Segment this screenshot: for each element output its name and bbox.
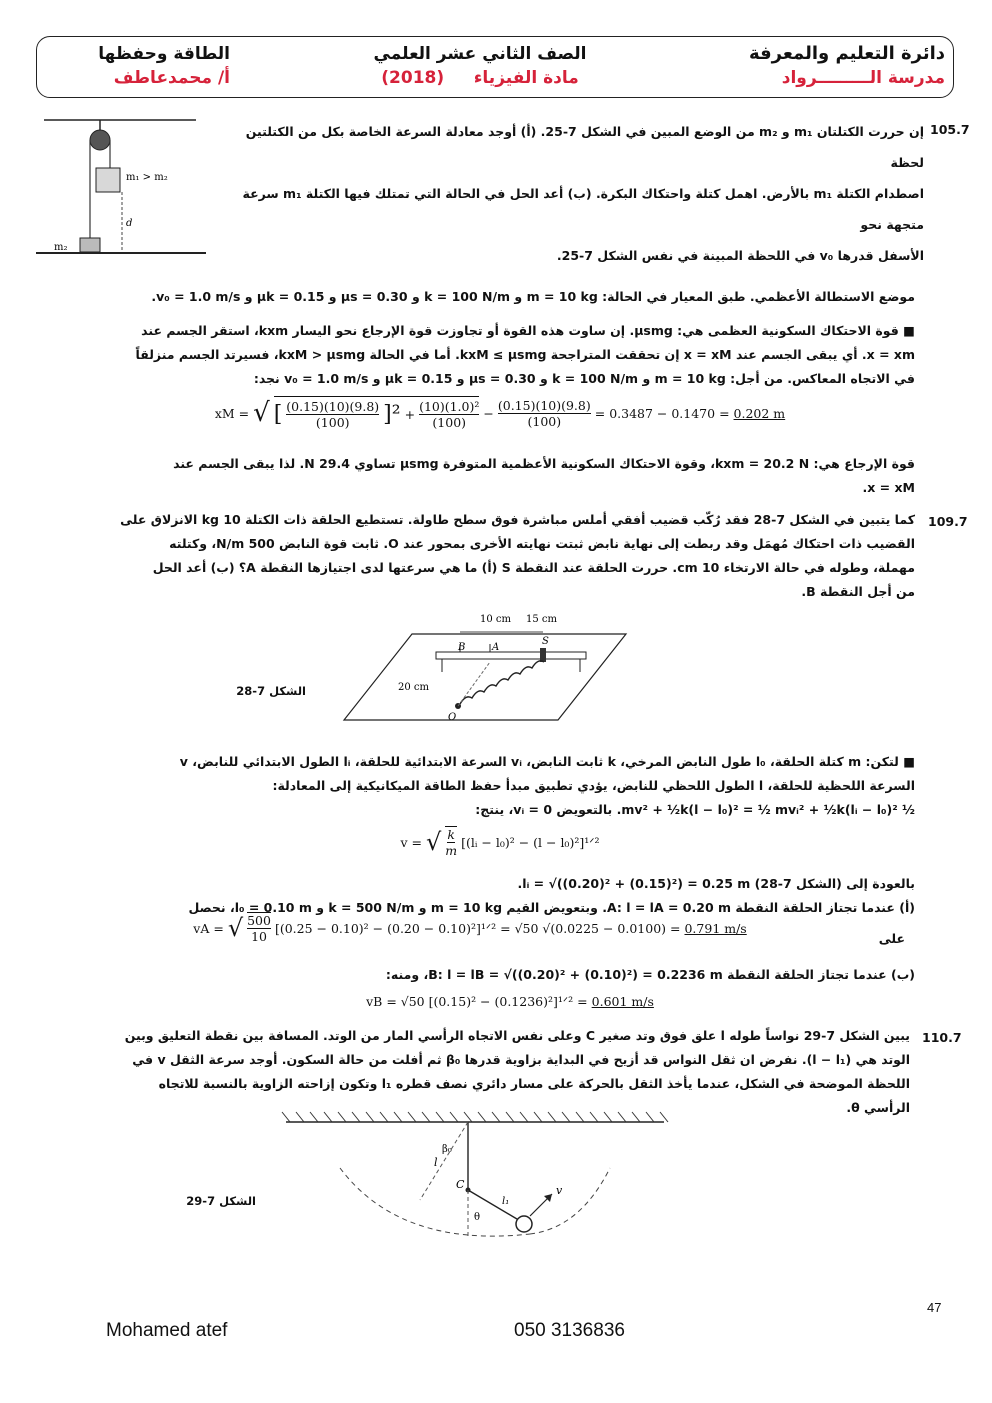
sol109-line: السرعة اللحظية للحلقة، l الطول اللحظي للنابض، يؤدي تطبيق مبدأ حفظ الطاقة الميكانيكية إلى المعادلة: (272, 778, 915, 793)
figure-7-28 (340, 608, 630, 728)
prev-solution-line: x = xm. أي يبقى الجسم عند x = xM إن تحققت المتراجحة kxM ≤ μsmg. أما في الحالة kxM > μsmg، فسيرتد الجسم منزلقاً (135, 347, 915, 362)
prev-solution-line: موضع الاستطالة الأعظمي. طبق المعيار في الحالة: m = 10 kg و k = 100 N/m و μs = 0.30 و μk = 0.15 و v₀ = 1.0 m/s. (151, 289, 915, 304)
eq-frac3-num: (0.15)(10)(9.8) (497, 397, 591, 413)
header-school: مدرسة الـــــــــرواد (781, 68, 945, 88)
eq-frac2 (419, 399, 479, 430)
eq-vA-den: 10 (251, 929, 267, 944)
q110-line: الوتد هي (l − l₁). نفرض ان ثقل النواس قد أزيح في البداية بزاوية قدرها β₀ ثم أفلت من حالة السكون. أوجد سرعة الثقل v في (132, 1052, 910, 1067)
header-year: (2018) (381, 68, 445, 88)
q109-text (40, 508, 915, 604)
eq-v-m: m (445, 843, 458, 858)
q109-line: كما يتبين في الشكل 7-28 فقد رُكّب قضيب أفقي أملس مباشرة فوق سطح طاولة. تستطيع الحلقة ذات الكتلة 10 kg الانزلاق على (120, 512, 915, 527)
spring-icon (460, 661, 544, 704)
q109-line: مهملة، وطوله في حالة الارتخاء 10 cm. حررت الحلقة عند النقطة S (أ) ما هي سرعتها لدى اجتيازها النقطة A؟ (ب) أعد الحل (152, 560, 915, 575)
q109-number: 109.7 (928, 514, 968, 529)
header-teacher: أ/ محمدعاطف (113, 68, 230, 88)
eq-frac1-den: (100) (315, 415, 350, 430)
label-15cm: 15 cm (526, 614, 557, 625)
eq-vB-result: 0.601 m/s (591, 994, 654, 1009)
label-20cm: 20 cm (398, 682, 429, 693)
eq-v-lhs: v = (400, 834, 422, 850)
header-department: دائرة التعليم والمعرفة (748, 43, 945, 64)
collar-icon (540, 648, 546, 662)
label-S: S (542, 636, 549, 647)
figure-7-29 (280, 1108, 670, 1244)
eq-vA-rest: [(0.25 − 0.10)² − (0.20 − 0.10)²]¹ᐟ² = √50 √(0.0225 − 0.0100) = (274, 920, 681, 936)
mass-m2 (80, 238, 100, 252)
mass-m1 (96, 168, 120, 192)
prev-solution-end (40, 452, 915, 500)
header-right (700, 42, 945, 90)
eq-v-rest: [(lᵢ − l₀)² − (l − l₀)²]¹ᐟ² (461, 834, 600, 850)
q109-line: القضيب ذات احتكاك مُهمَل وقد ربطت إلى نهاية نابض ثبتت نهايته الأخرى بمحور عند O. ثابت قوة النابض 500 N/m، وكتلته (169, 536, 915, 551)
q105-line: إن حررت الكتلتان m₁ و m₂ من الوضع المبين في الشكل 7-25. (أ) أوجد معادلة السرعة الخاصة بكل من الكتلتين لحظة (245, 124, 924, 170)
label-A: A (492, 642, 500, 653)
sol109-text (40, 750, 915, 822)
label-10cm: 10 cm (480, 614, 511, 625)
eq-vB: vB = √50 [(0.15)² − (0.1236)²]¹ᐟ² = (366, 994, 588, 1009)
eq-frac3 (498, 398, 591, 429)
figure-7-28-caption: الشكل 7-28 (236, 684, 306, 698)
header-left (60, 42, 230, 90)
sol109-line: ½ mv² + ½k(l − l₀)² = ½ mvᵢ² + ½k(lᵢ − l₀)². بالتعويض vᵢ = 0، ينتج: (475, 802, 915, 817)
eq-frac3-den: (100) (527, 413, 562, 429)
q105-text (212, 116, 924, 271)
label-m2: m₂ (54, 242, 68, 253)
footer-phone: 050 3136836 (514, 1320, 625, 1341)
eq-vA-lhs: vA = (193, 920, 224, 936)
table-surface (344, 634, 626, 720)
sol109-line6: (ب) عندما تجتاز الحلقة النقطة B: l = lB = √((0.20)² + (0.10)²) = 0.2236 m، ومنه: (385, 967, 915, 982)
eq-v-frac (445, 826, 457, 858)
eq-xm-lhs: xM = (214, 405, 250, 421)
q110-number: 110.7 (922, 1030, 962, 1045)
eq-frac1-num: (0.15)(10)(9.8) (286, 399, 380, 414)
q105-number: 105.7 (930, 122, 970, 137)
header-grade: الصف الثاني عشر العلمي (373, 44, 587, 64)
prev-solution-line: x = xM. (862, 480, 915, 495)
eq-vA-result: 0.791 m/s (684, 920, 747, 936)
sol109-line: بالعودة إلى (الشكل 7-28) lᵢ = √((0.20)² + (0.15)²) = 0.25 m. (517, 876, 915, 891)
q110-text (40, 1024, 910, 1120)
eq-vA-frac (247, 912, 271, 944)
figure-7-29-caption: الشكل 7-29 (186, 1194, 256, 1208)
label-B: B (458, 642, 466, 653)
eq-frac2-den: (100) (432, 415, 467, 430)
xm-equation: xM = √ [ $\frac{(0.15)(10)(9.8)}{(100)}$ ]² + $\frac{\text{(10)(1.0)²}}{(100)}$ − $\frac{(0.15)(10)(9.8)}{(100)}$ = 0.3487 − 0.1470 = 0.202 m (214, 397, 786, 430)
label-d: d (126, 218, 133, 229)
horizontal-rod (436, 652, 586, 659)
eq-frac1 (286, 399, 379, 430)
label-beta0: β₀ (442, 1144, 452, 1155)
sol109-line: (أ) عندما تجتاز الحلقة النقطة A: l = lA = 0.20 m. وبتعويض القيم m = 10 kg و k = 500 N/m و l₀ = 0.10 m، نحصل (188, 900, 915, 915)
eq-vA-num: 500 (247, 913, 271, 928)
q105-line: الأسفل قدرها v₀ في اللحظة المبينة في نفس الشكل 7-25. (556, 248, 924, 263)
header-subject-line (330, 66, 630, 90)
vA-equation: vA = √ $\frac{500}{10}$ [(0.25 − 0.10)² − (0.20 − 0.10)²]¹ᐟ² = √50 √(0.0225 − 0.0100) = 0.791 m/s (193, 913, 747, 944)
label-C: C (456, 1178, 465, 1191)
label-v: v (556, 1184, 563, 1197)
pulley-icon (90, 130, 110, 150)
label-l: l (434, 1156, 438, 1169)
q110-line: الرأسي θ. (846, 1100, 910, 1115)
header-subject: مادة الفيزياء (473, 68, 579, 88)
eq-xm-rest: = 0.3487 − 0.1470 = (594, 405, 730, 421)
eq-frac2-num: (10)(1.0)² (419, 399, 480, 414)
vB-equation (300, 994, 720, 1009)
label-l1: l₁ (502, 1196, 510, 1207)
bob-icon (516, 1216, 532, 1232)
eq-xm-result: 0.202 m (733, 405, 786, 421)
sol109-line: ■ لتكن: m كتلة الحلقة، l₀ طول النابض المرخي، k ثابت النابض، vᵢ السرعة الابتدائية للحلقة، lᵢ الطول الابتدائي للنابض، v (179, 754, 915, 769)
prev-solution (40, 285, 915, 391)
header-topic: الطاقة وحفظها (98, 44, 230, 64)
label-m1-gt-m2: m₁ > m₂ (126, 172, 168, 183)
eq-xm-radicand: [ $\frac{(0.15)(10)(9.8)}{(100)}$ ]² + $\frac{\text{(10)(1.0)²}}{(100)}$ (274, 396, 480, 430)
q109-line: من أجل النقطة B. (801, 584, 915, 599)
footer-author: Mohamed atef (106, 1320, 228, 1341)
label-O: O (448, 712, 457, 723)
eq-v-k: k (447, 827, 455, 842)
ceiling-hatch (282, 1112, 668, 1122)
v-equation: v = √ k m [(lᵢ − l₀)² − (l − l₀)²]¹ᐟ² (400, 827, 600, 858)
page-number: 47 (927, 1300, 942, 1315)
q110-line: اللحظة الموضحة في الشكل، عندما يأخذ الثقل بالحركة على مسار دائري نصف قطره l₁ وتكون إزاحته الزاوية بالنسبة للاتجاه (158, 1076, 910, 1091)
sol109-line5b: على (878, 931, 905, 946)
q110-line: يبين الشكل 7-29 نواساً طوله l علق فوق وتد صغير C وعلى نفس الاتجاه الرأسي المار من الوتد. المسافة بين نقطة التعليق وبين (124, 1028, 910, 1043)
header-center (330, 42, 630, 90)
figure-7-25 (36, 112, 206, 262)
prev-solution-line: قوة الإرجاع هي: kxm = 20.2 N، وقوة الاحتكاك السكونية الأعظمية المتوفرة μsmg تساوي 29.4 N. لذا يبقى الجسم عند (173, 456, 915, 471)
prev-solution-line: في الاتجاه المعاكس. من أجل: m = 10 kg و k = 100 N/m و μs = 0.30 و μk = 0.15 و v₀ = 1.0 m/s نجد: (253, 371, 915, 386)
label-theta: θ (474, 1212, 481, 1223)
q105-line: اصطدام الكتلة m₁ بالأرض. اهمل كتلة واحتكاك البكرة. (ب) أعد الحل في الحالة التي تمتلك فيها الكتلة m₁ سرعة متجهة نحو (242, 186, 924, 232)
prev-solution-line: ■ قوة الاحتكاك السكونية العظمى هي: μsmg. إن ساوت هذه القوة أو تجاوزت قوة الإرجاع نحو اليسار kxm، استقر الجسم عند (141, 323, 915, 338)
path-small-arc (530, 1168, 610, 1234)
